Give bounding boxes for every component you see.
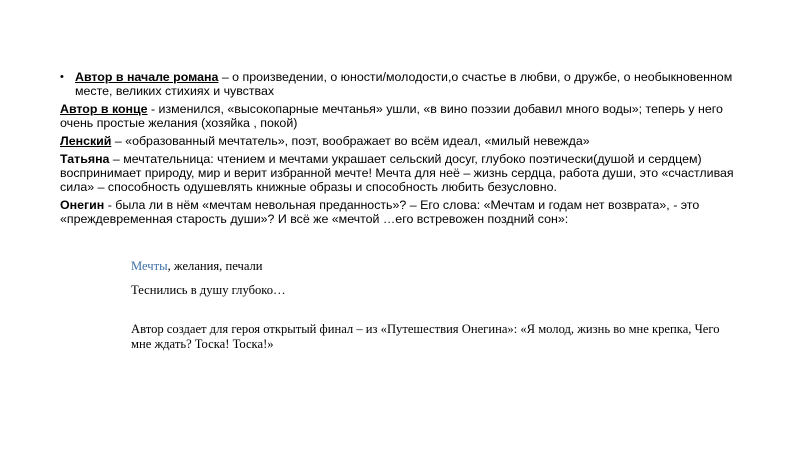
paragraph-tatiana (60, 152, 750, 194)
poem-line-1-rest: , желания, печали (167, 259, 263, 273)
term-lensky: Ленский (60, 134, 112, 148)
text-author-start: – о произведении, о юности/молодости,о счастье в любви, о дружбе, о необыкновенном месте, великих стихиях и чувствах (75, 70, 733, 98)
paragraph-author-end (60, 102, 750, 130)
term-author-end: Автор в конце (60, 102, 148, 116)
poem-line-2: Теснились в душу глубоко… (131, 283, 286, 297)
text-onegin: - была ли в нём «мечтам невольная преданность»? – Его слова: «Мечтам и годам нет возврата», - это «преждевременная старость души»? И всё же «мечтой …его встревожен поздний сон»: (60, 198, 700, 226)
poem-line-1 (131, 259, 263, 274)
paragraph-author-start (60, 70, 750, 98)
term-tatiana: Татьяна (60, 152, 110, 166)
term-author-start: Автор в начале романа (75, 70, 219, 84)
poem-accent-word: Мечты (131, 259, 168, 273)
term-onegin: Онегин (60, 198, 105, 212)
bullet-icon: • (60, 71, 64, 83)
text-lensky: – «образованный мечтатель», поэт, воображает во всём идеал, «милый невежда» (111, 134, 590, 148)
paragraph-onegin (60, 198, 750, 226)
paragraph-lensky (60, 134, 750, 148)
text-tatiana: – мечтательница: чтением и мечтами украшает сельский досуг, глубоко поэтически(душой и сердцем) воспринимает природу, мир и верит избранной мечте! Мечта для неё – жизнь сердца, работа души, это «счастливая сила» – способность одушевлять книжные образы и способность любить безусловно. (60, 152, 734, 194)
final-note: Автор создает для героя открытый финал – из «Путешествия Онегина»: «Я молод, жизнь во мне крепка, Чего мне ждать? Тоска! Тоска!» (131, 322, 720, 351)
text-author-end: - изменился, «высокопарные мечтанья» ушли, «в вино поэзии добавил много воды»; теперь у него очень простые желания (хозяйка , покой) (60, 102, 723, 130)
slide-body (60, 70, 750, 230)
